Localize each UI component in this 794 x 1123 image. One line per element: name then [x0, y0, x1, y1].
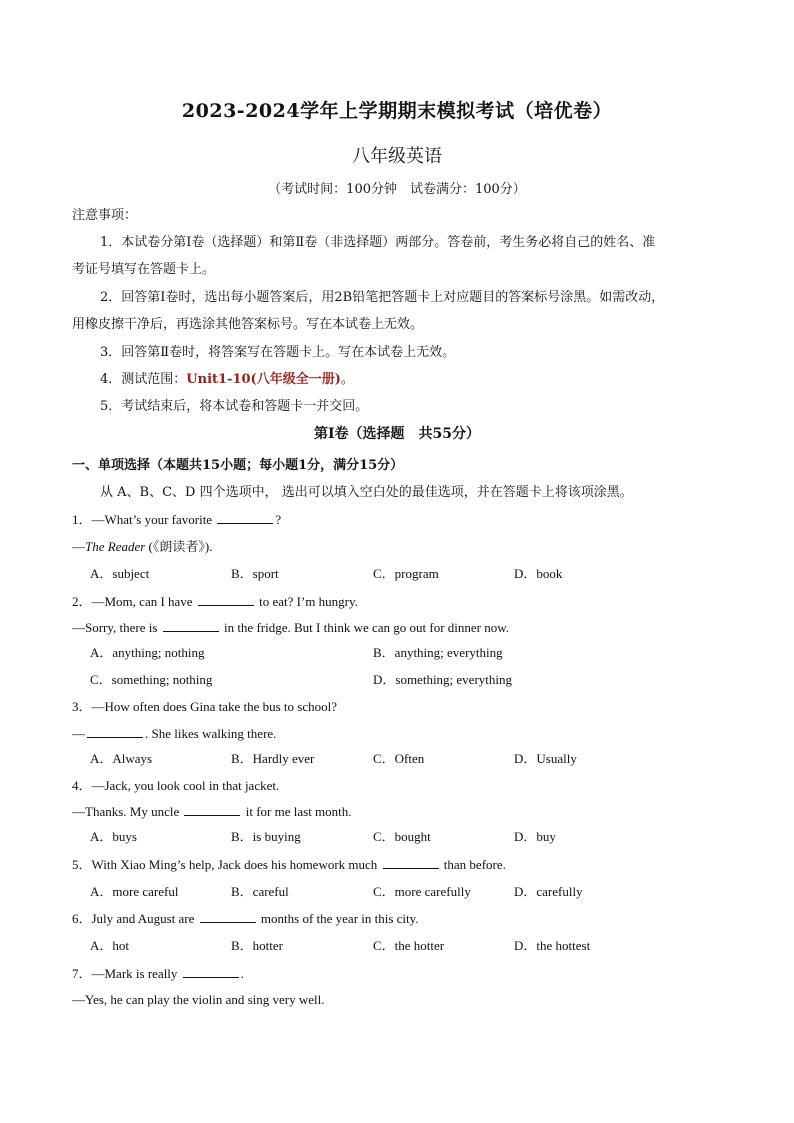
q3-option-d: D．Usually — [514, 751, 577, 766]
q1-option-d: D．book — [514, 566, 563, 581]
question-text: in the fridge. But I think we can go out for dinner now. — [220, 620, 510, 635]
note-2-cont: 用橡皮擦干净后，再选涂其他答案标号。写在本试卷上无效。 — [72, 317, 424, 332]
question-text: 5．With Xiao Ming’s help, Jack does his homework much — [72, 857, 381, 872]
question-6-line-1 — [72, 905, 419, 932]
exam-time-info: （考试时间：100分钟 试卷满分：100分） — [268, 182, 526, 197]
question-text: it for me last month. — [242, 804, 352, 819]
answer-blank — [184, 804, 240, 816]
q4-option-d: D．buy — [514, 829, 556, 844]
question-2-line-2 — [72, 614, 509, 641]
question-text: 2．—Mom, can I have — [72, 594, 196, 609]
question-text: —Sorry, there is — [72, 620, 161, 635]
question-1-line-1 — [72, 506, 281, 533]
q4-option-a: A．buys — [90, 829, 137, 844]
section-instruction: 从 A、B、C、D 四个选项中， 选出可以填入空白处的最佳选项，并在答题卡上将该项涂黑。 — [100, 485, 633, 500]
question-text: months of the year in this city. — [257, 911, 419, 926]
q1-option-c: C．program — [373, 566, 439, 581]
answer-blank — [163, 620, 219, 632]
q3-option-a: A．Always — [90, 751, 153, 766]
q4-option-b: B．is buying — [231, 829, 301, 844]
q1-option-a: A．subject — [90, 566, 150, 581]
test-scope: Unit1-10(八年级全一册) — [186, 372, 341, 387]
q2-option-b: B．anything; everything — [373, 645, 503, 660]
notes-heading: 注意事项： — [72, 208, 138, 223]
note-3: 3．回答第Ⅱ卷时，将答案写在答题卡上。写在本试卷上无效。 — [100, 345, 456, 360]
question-5-line-1 — [72, 851, 506, 878]
q1-option-b: B．sport — [231, 566, 279, 581]
q5-option-b: B．careful — [231, 884, 289, 899]
q6-option-c: C．the hotter — [373, 938, 445, 953]
answer-blank — [200, 911, 256, 923]
question-7-line-1 — [72, 960, 244, 987]
question-text: 6．July and August are — [72, 911, 198, 926]
q4-option-c: C．bought — [373, 829, 431, 844]
exam-subtitle: 八年级英语 — [352, 146, 442, 167]
note-4-label: 4．测试范围： — [100, 372, 187, 387]
question-text: —Thanks. My uncle — [72, 804, 183, 819]
note-1: 1．本试卷分第Ⅰ卷（选择题）和第Ⅱ卷（非选择题）两部分。答卷前，考生务必将自己的姓名、准 — [100, 235, 656, 250]
question-7-line-2: —Yes, he can play the violin and sing very well. — [72, 992, 325, 1007]
dash: — — [72, 726, 85, 741]
question-text: than before. — [440, 857, 506, 872]
exam-title: 2023-2024学年上学期期末模拟考试（培优卷） — [181, 100, 613, 122]
q2-option-c: C．something; nothing — [90, 672, 213, 687]
question-3-line-1: 3．—How often does Gina take the bus to school? — [72, 699, 338, 714]
note-4 — [100, 366, 354, 393]
question-text: . She likes walking there. — [145, 726, 277, 741]
q6-option-b: B．hotter — [231, 938, 283, 953]
answer-blank — [198, 594, 254, 606]
section-heading: 一、单项选择（本题共15小题；每小题1分，满分15分） — [72, 458, 404, 473]
answer-blank — [217, 512, 273, 524]
question-text: . — [240, 966, 244, 981]
q5-option-d: D．carefully — [514, 884, 583, 899]
question-4-line-1: 4．—Jack, you look cool in that jacket. — [72, 778, 280, 793]
question-1-line-2 — [72, 533, 212, 560]
q5-option-c: C．more carefully — [373, 884, 471, 899]
question-4-line-2 — [72, 798, 352, 825]
q5-option-a: A．more careful — [90, 884, 179, 899]
q3-option-b: B．Hardly ever — [231, 751, 315, 766]
part-title: 第Ⅰ卷（选择题 共55分） — [313, 426, 481, 442]
question-text: to eat? I’m hungry. — [255, 594, 358, 609]
question-2-line-1 — [72, 588, 358, 615]
question-text: ? — [275, 512, 282, 527]
q3-option-c: C．Often — [373, 751, 425, 766]
answer-blank — [87, 726, 143, 738]
q6-option-d: D．the hottest — [514, 938, 591, 953]
note-5: 5．考试结束后，将本试卷和答题卡一并交回。 — [100, 399, 369, 414]
answer-blank — [383, 857, 439, 869]
question-text: (《朗读者》). — [145, 539, 213, 554]
note-2: 2．回答第Ⅰ卷时，选出每小题答案后，用2B铅笔把答题卡上对应题目的答案标号涂黑。如需改动， — [100, 290, 665, 305]
book-title: The Reader — [85, 539, 146, 554]
question-text: 1．—What’s your favorite — [72, 512, 216, 527]
q6-option-a: A．hot — [90, 938, 130, 953]
question-text: 7．—Mark is really — [72, 966, 181, 981]
dash: — — [72, 539, 85, 554]
q2-option-a: A．anything; nothing — [90, 645, 205, 660]
answer-blank — [183, 966, 239, 978]
note-4-end: 。 — [340, 372, 354, 387]
question-3-line-2 — [72, 720, 276, 747]
note-1-cont: 考证号填写在答题卡上。 — [72, 262, 216, 277]
q2-option-d: D．something; everything — [373, 672, 513, 687]
